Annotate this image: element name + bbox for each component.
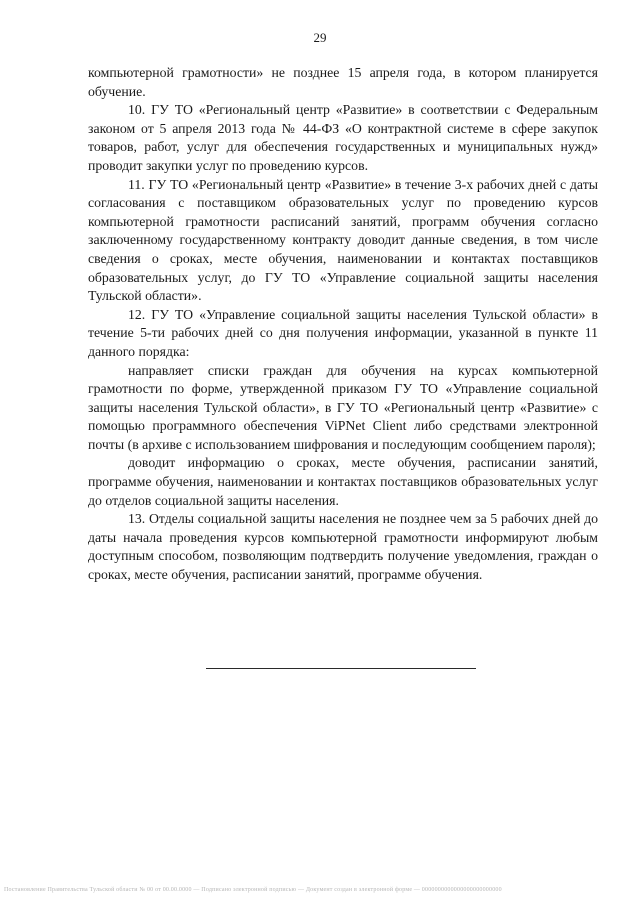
paragraph-item-12-sub-1: направляет списки граждан для обучения на курсах компьютерной грамотности по форме, утвержденной приказом ГУ ТО «Управление социальной защиты населения Тульской области», в ГУ ТО «Региональный центр «Развитие» с помощью программного обеспечения ViPNet Client либо средствами электронной почты (в архиве с использованием шифрования и последующим сообщением пароля); xyxy=(88,362,598,452)
page-number: 29 xyxy=(313,30,327,45)
paragraph-item-12: 12. ГУ ТО «Управление социальной защиты населения Тульской области» в течение 5-ти рабочих дней со дня получения информации, указанной в пункте 11 данного порядка: xyxy=(88,306,598,359)
footer-stamp-text: Постановление Правительства Тульской области № 00 от 00.00.0000 — Подписано электронной подписью — Документ создан в электронной форме — 0000000000000000000000000 xyxy=(4,887,502,893)
end-separator-line xyxy=(206,668,476,669)
document-body xyxy=(88,64,598,585)
paragraph-item-13: 13. Отделы социальной защиты населения не позднее чем за 5 рабочих дней до даты начала проведения курсов компьютерной грамотности информируют любым доступным способом, позволяющим подтвердить получение уведомления, граждан о сроках, месте обучения, расписании занятий, программе обучения. xyxy=(88,511,598,583)
paragraph-continuation: компьютерной грамотности» не позднее 15 апреля года, в котором планируется обучение. xyxy=(88,65,598,99)
paragraph-item-10: 10. ГУ ТО «Региональный центр «Развитие» в соответствии с Федеральным законом от 5 апреля 2013 года № 44-ФЗ «О контрактной системе в сфере закупок товаров, работ, услуг для обеспечения государственных и муниципальных нужд» проводит закупки услуг по проведению курсов. xyxy=(88,102,598,173)
paragraph-item-11: 11. ГУ ТО «Региональный центр «Развитие» в течение 3-х рабочих дней с даты согласования с поставщиком образовательных услуг по проведению курсов компьютерной грамотности расписаний занятий, программ обучения согласно заключенному государственному контракту доводит данные сведения, в том числе сведения о сроках, месте обучения, наименовании и контактах поставщиков образовательных услуг, до ГУ ТО «Управление социальной защиты населения Тульской области». xyxy=(88,176,598,304)
paragraph-item-12-sub-2: доводит информацию о сроках, месте обучения, расписании занятий, программе обучения, наименовании и контактах поставщиков образовательных услуг до отделов социальной защиты населения. xyxy=(88,455,598,508)
